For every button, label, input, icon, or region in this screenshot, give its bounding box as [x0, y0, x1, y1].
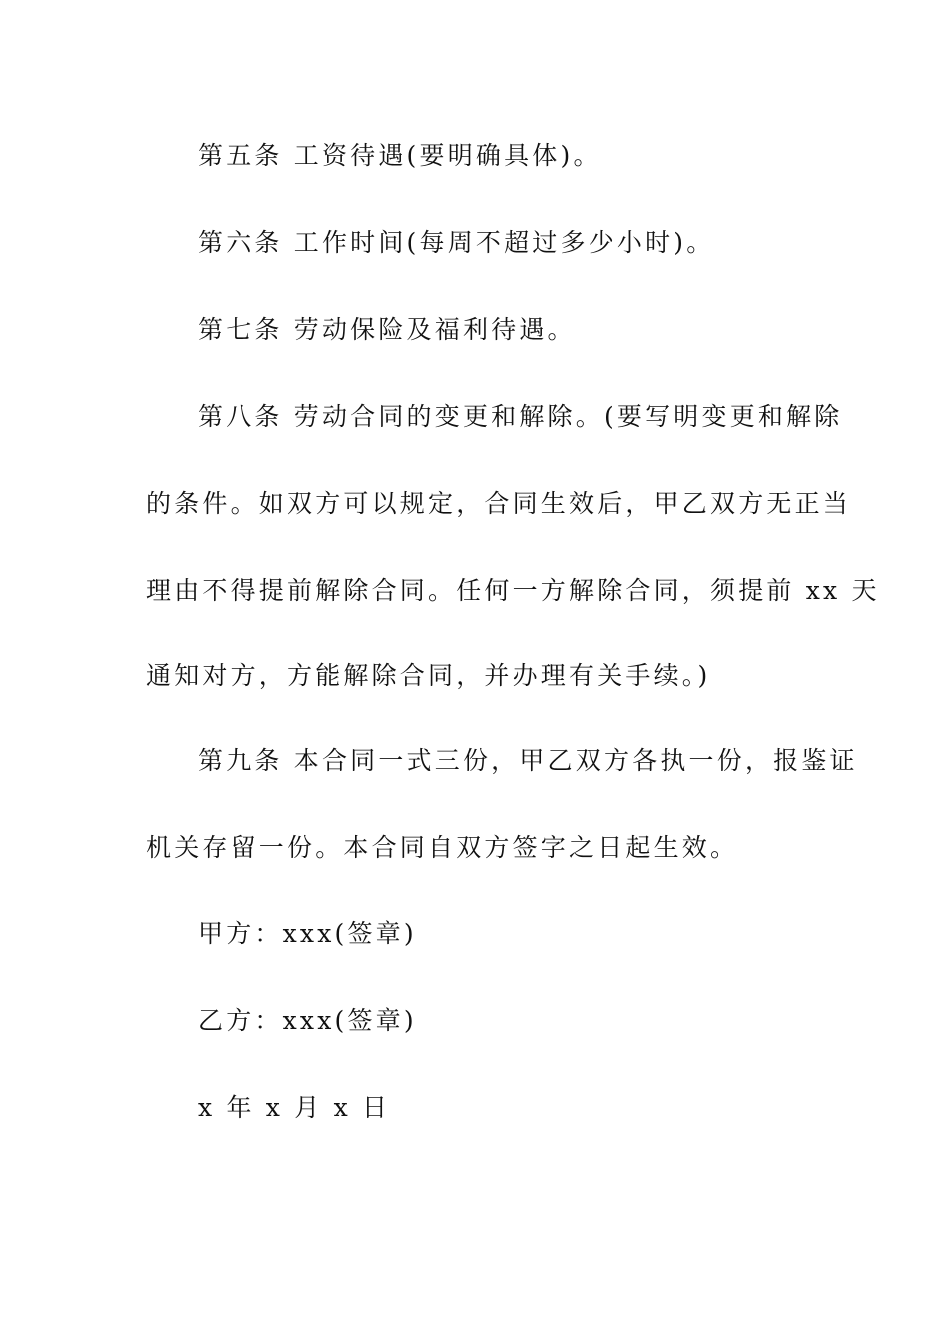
- article-8-line-2: 的条件。如双方可以规定，合同生效后，甲乙双方无正当: [146, 489, 852, 518]
- article-8-line-3: 理由不得提前解除合同。任何一方解除合同，须提前 xx 天: [146, 576, 880, 605]
- article-5-line: 第五条 工资待遇(要明确具体)。: [198, 141, 602, 170]
- article-9-line-2: 机关存留一份。本合同自双方签字之日起生效。: [146, 833, 739, 862]
- article-8-line-4: 通知对方，方能解除合同，并办理有关手续。): [146, 661, 711, 690]
- article-8-line-1: 第八条 劳动合同的变更和解除。(要写明变更和解除: [198, 402, 843, 431]
- party-a-signature-line: 甲方：xxx(签章): [198, 919, 417, 948]
- article-6-line: 第六条 工作时间(每周不超过多少小时)。: [198, 228, 715, 257]
- party-b-signature-line: 乙方：xxx(签章): [198, 1006, 417, 1035]
- date-line: x 年 x 月 x 日: [198, 1093, 391, 1122]
- article-7-line: 第七条 劳动保险及福利待遇。: [198, 315, 576, 344]
- article-9-line-1: 第九条 本合同一式三份，甲乙双方各执一份，报鉴证: [198, 746, 858, 775]
